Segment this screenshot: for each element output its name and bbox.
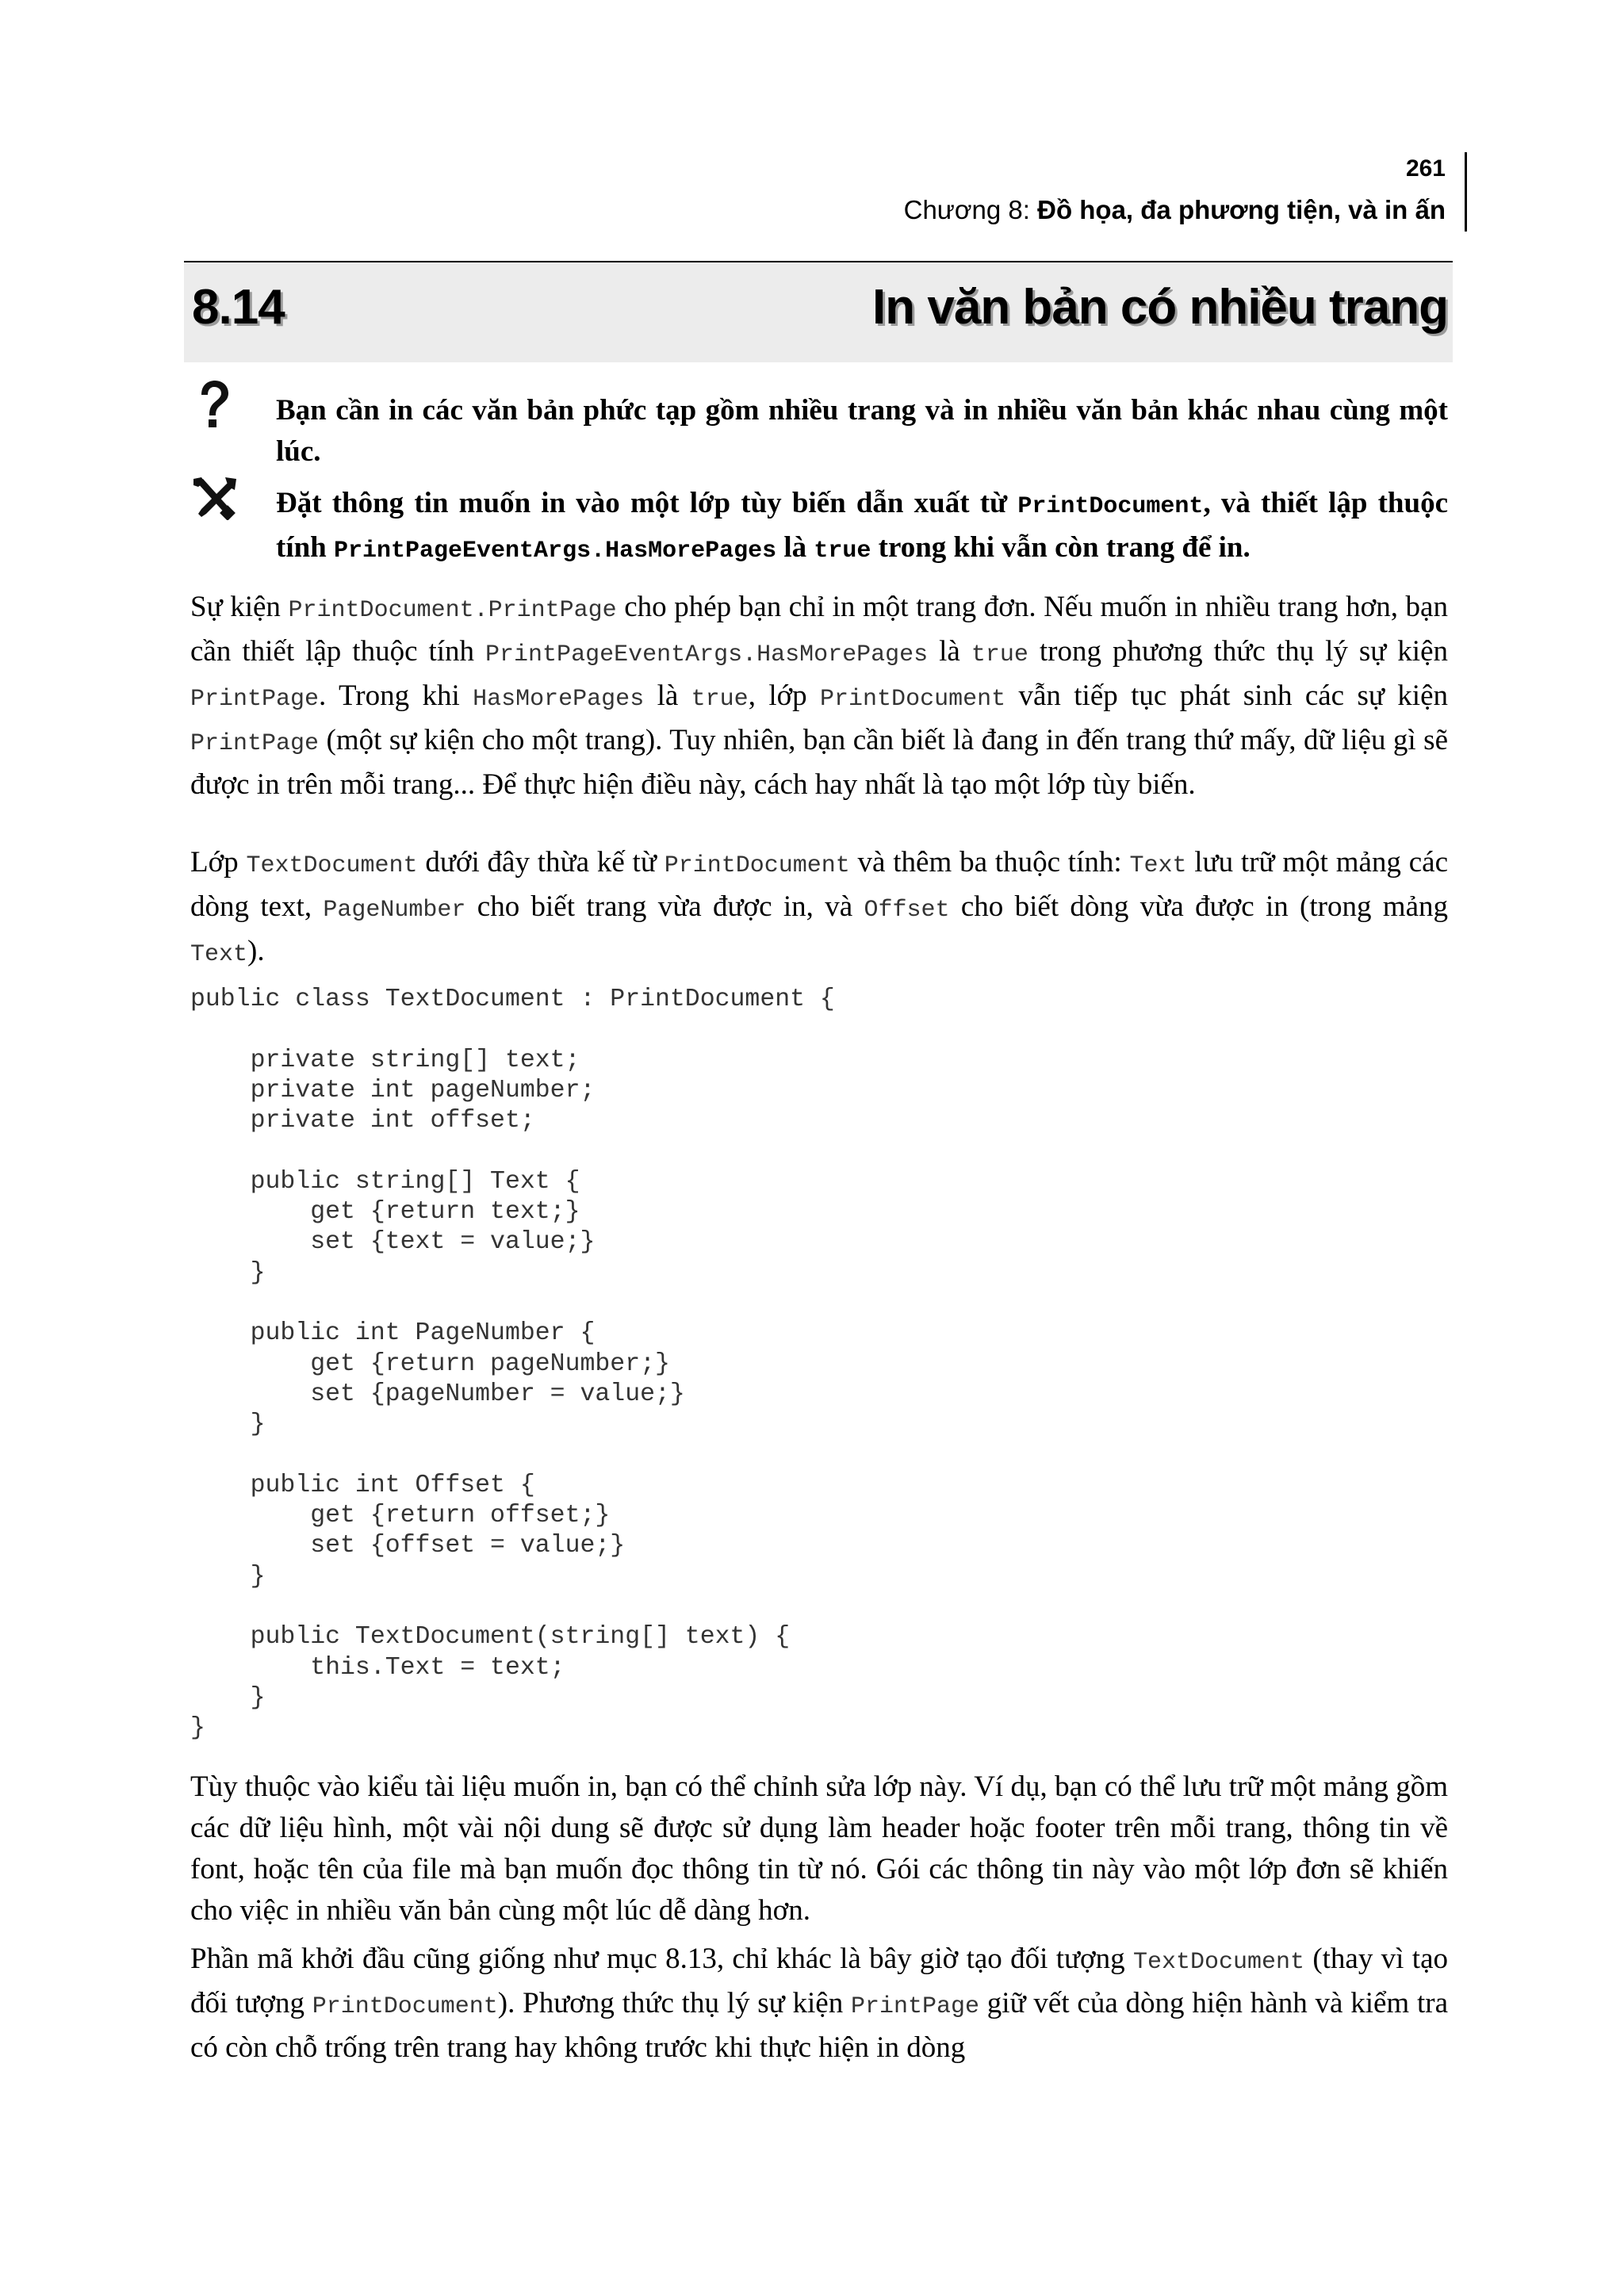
- chapter-heading: [904, 195, 1446, 225]
- paragraph-1: Sự kiện PrintDocument.PrintPage cho phép bạn chỉ in một trang đơn. Nếu muốn in nhiều trang hơn, bạn cần thiết lập thuộc tính PrintPageEventArgs.HasMorePages là true trong phương thức thụ lý sự kiện PrintPage. Trong khi HasMorePages là true, lớp PrintDocument vẫn tiếp tục phát sinh các sự kiện PrintPage (một sự kiện cho một trang). Tuy nhiên, bạn cần biết là đang in đến trang thứ mấy, dữ liệu gì sẽ được in trên mỗi trang... Để thực hiện điều này, cách hay nhất là tạo một lớp tùy biến.: [190, 591, 1449, 801]
- problem-statement: Bạn cần in các văn bản phức tạp gồm nhiều trang và in nhiều văn bản khác nhau cùng một lúc.: [276, 394, 1448, 468]
- chapter-title: Đồ họa, đa phương tiện, và in ấn: [1037, 195, 1446, 224]
- chapter-prefix: Chương 8:: [903, 195, 1038, 224]
- paragraph-2: Lớp TextDocument dưới đây thừa kế từ PrintDocument và thêm ba thuộc tính: Text lưu trữ một mảng các dòng text, PageNumber cho biết trang vừa được in, và Offset cho biết dòng vừa được in (trong mảng Text).: [190, 846, 1449, 968]
- page-number: 261: [1405, 155, 1446, 182]
- section-title: In văn bản có nhiều trang: [872, 280, 1448, 335]
- code-listing: public class TextDocument : PrintDocument { private string[] text; private int pageNumber; private int offset; public string[] Text { get {return text;} set {text = value;} } public int PageNumber { get {return pageNumber;} set {pageNumber = value;} } public int Offset { get {return offset;} set {offset = value;} } public TextDocument(string[] text) { this.Text = text; } }: [190, 986, 835, 1743]
- header-divider: [1465, 152, 1467, 232]
- solution-statement: Đặt thông tin muốn in vào một lớp tùy biến dẫn xuất từ PrintDocument, và thiết lập thuộc tính PrintPageEventArgs.HasMorePages là true trong khi vẫn còn trang để in.: [276, 487, 1448, 565]
- section-number: 8.14: [192, 280, 285, 335]
- paragraph-3: Tùy thuộc vào kiểu tài liệu muốn in, bạn có thể chỉnh sửa lớp này. Ví dụ, bạn có thể lưu trữ một mảng gồm các dữ liệu hình, một vài nội dung sẽ được sử dụng làm header hoặc footer trên mỗi trang, thông tin về font, hoặc tên của file mà bạn muốn đọc thông tin từ nó. Gói các thông tin này vào một lớp đơn sẽ khiến cho việc in nhiều văn bản cùng một lúc dễ dàng hơn.: [190, 1770, 1448, 1927]
- paragraph-4: Phần mã khởi đầu cũng giống như mục 8.13, chỉ khác là bây giờ tạo đối tượng TextDocument (thay vì tạo đối tượng PrintDocument). Phương thức thụ lý sự kiện PrintPage giữ vết của dòng hiện hành và kiểm tra có còn chỗ trống trên trang hay không trước khi thực hiện in dòng: [190, 1943, 1448, 2064]
- question-mark-icon: [197, 379, 232, 430]
- tools-icon: [190, 476, 238, 520]
